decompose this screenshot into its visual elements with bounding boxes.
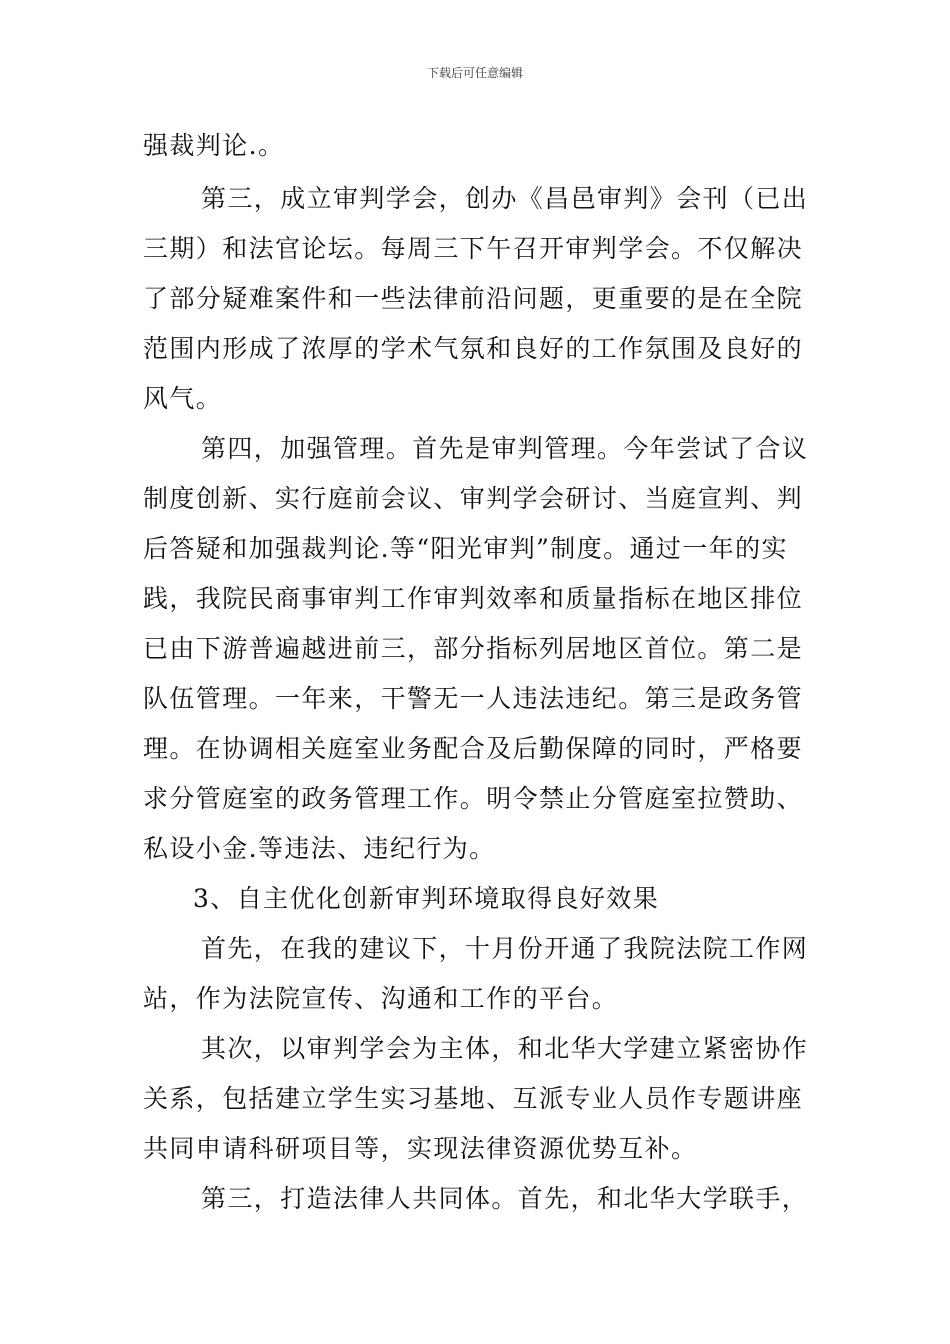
text-line: 队伍管理。一年来，干警无一人违法违纪。第三是政务管 (143, 684, 804, 713)
paragraph-first-line: 第三，成立审判学会，创办《昌邑审判》会刊（已出 (201, 184, 809, 213)
paragraph-first-line: 首先，在我的建议下，十月份开通了我院法院工作网 (201, 934, 809, 963)
text-line: 制度创新、实行庭前会议、审判学会研讨、当庭宣判、判 (143, 484, 804, 513)
text-line: 风气。 (143, 384, 223, 413)
paragraph-first-line: 第四，加强管理。首先是审判管理。今年尝试了合议 (201, 434, 809, 463)
text-line: 三期）和法官论坛。每周三下午召开审判学会。不仅解决 (143, 234, 804, 263)
paragraph-first-line: 第三，打造法律人共同体。首先，和北华大学联手， (201, 1184, 809, 1213)
text-line: 共同申请科研项目等，实现法律资源优势互补。 (143, 1134, 698, 1163)
text-line: 关系，包括建立学生实习基地、互派专业人员作专题讲座 (143, 1084, 804, 1113)
text-line: 私设小金.等违法、违纪行为。 (143, 834, 496, 863)
text-line: 已由下游普遍越进前三，部分指标列居地区首位。第二是 (143, 634, 804, 663)
text-line: 理。在协调相关庭室业务配合及后勤保障的同时，严格要 (143, 734, 804, 763)
text-line: 了部分疑难案件和一些法律前沿问题，更重要的是在全院 (143, 284, 804, 313)
section-heading: 3、自主优化创新审判环境取得良好效果 (193, 884, 660, 913)
paragraph-first-line: 其次，以审判学会为主体，和北华大学建立紧密协作 (201, 1034, 809, 1063)
text-line: 范围内形成了浓厚的学术气氛和良好的工作氛围及良好的 (143, 334, 804, 363)
text-line: 践，我院民商事审判工作审判效率和质量指标在地区排位 (143, 584, 804, 613)
text-line: 求分管庭室的政务管理工作。明令禁止分管庭室拉赞助、 (143, 784, 804, 813)
text-line: 强裁判论.。 (143, 131, 285, 160)
text-line: 后答疑和加强裁判论.等“阳光审判”制度。通过一年的实 (143, 534, 788, 563)
text-line: 站，作为法院宣传、沟通和工作的平台。 (143, 984, 619, 1013)
page-header-note: 下载后可任意编辑 (426, 66, 523, 80)
